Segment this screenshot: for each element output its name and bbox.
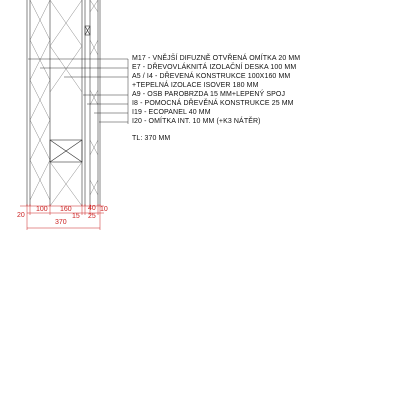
legend-total-thickness: TL: 370 MM [132,135,171,142]
dim-160: 160 [60,206,72,213]
timber-stud [50,140,82,162]
legend-line-insulation: +TEPELNÁ IZOLACE ISOVER 180 MM [132,82,259,89]
dim-20: 20 [17,212,25,219]
dim-100: 100 [36,206,48,213]
dim-total-370: 370 [55,219,67,226]
legend-line-a9: A9 - OSB PAROBRZDA 15 MM+LEPENÝ SPOJ [132,91,286,98]
legend-line-m17: M17 - VNĚJŠÍ DIFUZNĚ OTVŘENÁ OMÍTKA 20 MM [132,55,301,62]
legend-line-e7: E7 - DŘEVOVLÁKNITÁ IZOLAČNÍ DESKA 100 MM [132,64,297,71]
dim-10: 10 [100,206,108,213]
insulation-hatch [50,0,82,206]
ecopanel-hatch [90,0,98,195]
legend-line-i8: I8 - POMOCNÁ DŘEVĚNÁ KONSTRUKCE 25 MM [132,100,294,107]
dim-25: 25 [88,213,96,220]
legend-line-a5: A5 / I4 - DŘEVENÁ KONSTRUKCE 100X160 MM [132,73,291,80]
wall-layers [27,0,100,206]
dim-40: 40 [88,205,96,212]
batten-detail [85,26,90,35]
legend-line-i19: I19 - ECOPANEL 40 MM [132,109,211,116]
fibre-board-hatch [30,0,50,200]
dim-15: 15 [72,213,80,220]
legend-line-i20: I20 - OMÍTKA INT. 10 MM (+K3 NÁTĚR) [132,118,261,125]
leader-lines [28,59,128,124]
